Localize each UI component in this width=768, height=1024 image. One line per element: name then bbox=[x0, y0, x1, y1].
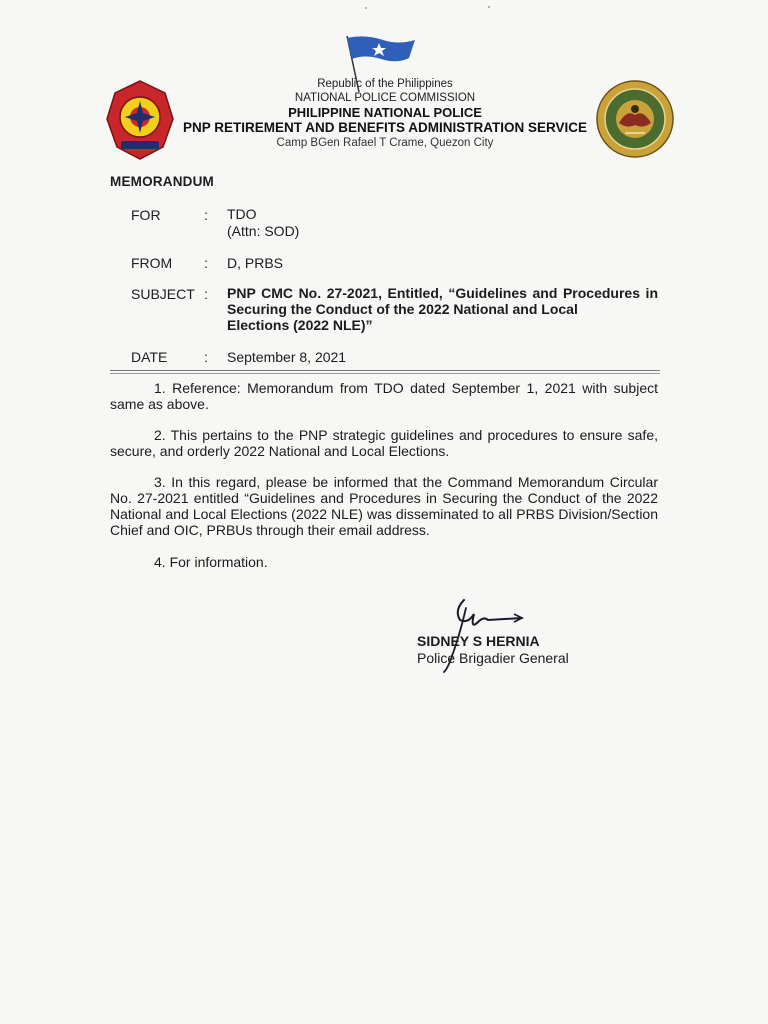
paragraph-2-text: 2. This pertains to the PNP strategic guidelines and procedures to ensure safe, secure, and orderly 2022 National and Local Elections. bbox=[110, 427, 658, 459]
letterhead bbox=[150, 77, 620, 150]
from-value: D, PRBS bbox=[227, 255, 284, 271]
for-value: TDO bbox=[227, 206, 257, 222]
date-label: DATE bbox=[131, 349, 168, 365]
subject-label: SUBJECT bbox=[131, 286, 195, 302]
paragraph-1 bbox=[110, 380, 658, 412]
divider-rule-secondary bbox=[110, 373, 660, 374]
memo-title: MEMORANDUM bbox=[110, 174, 214, 189]
letterhead-address: Camp BGen Rafael T Crame, Quezon City bbox=[276, 137, 494, 149]
paragraph-3-text: 3. In this regard, please be informed that the Command Memorandum Circular No. 27-2021 entitled “Guidelines and Procedures in Securing the Conduct of the 2022 National and Local Elections (2022 NLE) was disseminated to all PRBS Division/Section Chief and OIC, PRBUs through their email address. bbox=[110, 474, 658, 538]
from-label: FROM bbox=[131, 255, 173, 271]
subject-value-line1: PNP CMC No. 27-2021, Entitled, “Guidelines and Procedures in Securing the Conduct of the 2022 National and Local bbox=[227, 285, 658, 317]
subject-value bbox=[227, 285, 658, 333]
paragraph-1-text: 1. Reference: Memorandum from TDO dated September 1, 2021 with subject same as above. bbox=[110, 380, 658, 412]
signatory-rank: Police Brigadier General bbox=[417, 650, 569, 666]
date-value: September 8, 2021 bbox=[227, 349, 347, 365]
subject-colon: : bbox=[204, 286, 208, 302]
signatory-name: SIDNEY S HERNIA bbox=[417, 633, 540, 649]
for-attn: (Attn: SOD) bbox=[227, 223, 300, 239]
subject-value-line2: Elections (2022 NLE)” bbox=[227, 317, 373, 333]
letterhead-republic: Republic of the Philippines bbox=[317, 78, 453, 90]
scan-speck bbox=[488, 6, 490, 8]
letterhead-pnp: PHILIPPINE NATIONAL POLICE bbox=[288, 105, 482, 120]
paragraph-2 bbox=[110, 427, 658, 459]
letterhead-napolcom: NATIONAL POLICE COMMISSION bbox=[294, 92, 476, 104]
for-label: FOR bbox=[131, 207, 161, 223]
paragraph-4 bbox=[110, 554, 658, 570]
for-colon: : bbox=[204, 207, 208, 223]
date-colon: : bbox=[204, 349, 208, 365]
from-colon: : bbox=[204, 255, 208, 271]
divider-rule bbox=[110, 370, 660, 371]
scan-speck bbox=[365, 7, 367, 9]
paragraph-3 bbox=[110, 474, 658, 538]
paragraph-4-text: 4. For information. bbox=[154, 554, 268, 570]
letterhead-prbs: PNP RETIREMENT AND BENEFITS ADMINISTRATION SERVICE bbox=[182, 120, 588, 135]
